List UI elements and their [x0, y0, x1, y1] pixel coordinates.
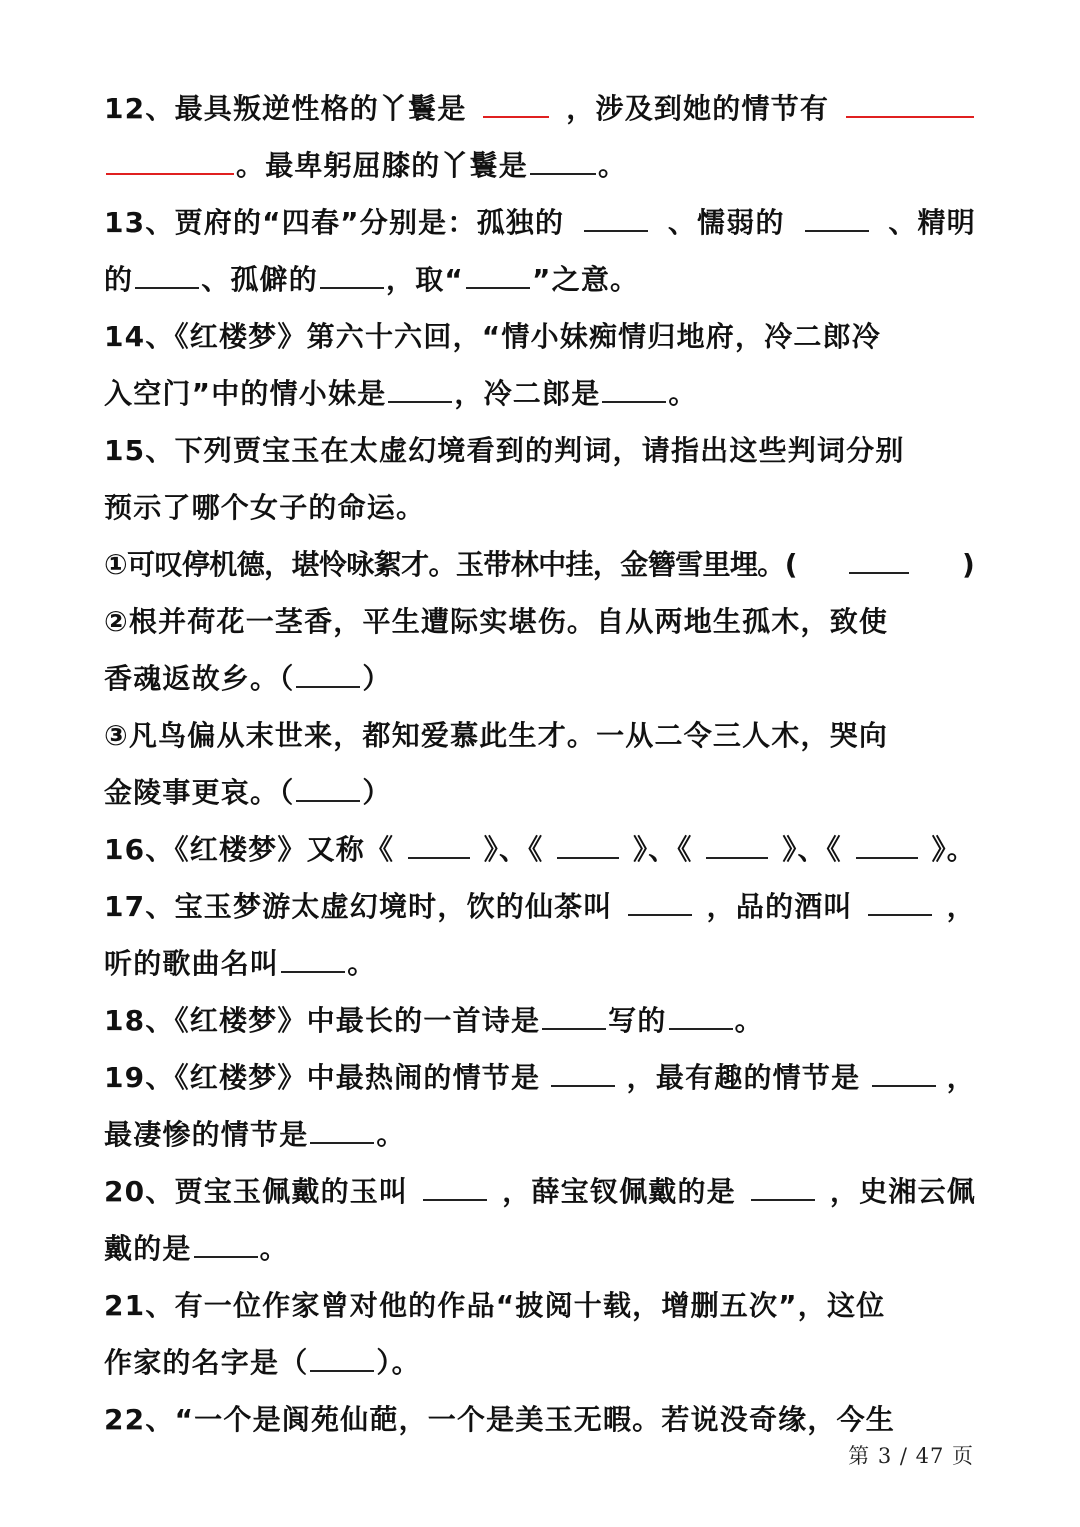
text-segment: 戴的是 [104, 1232, 192, 1265]
text-segment: 》、《 [483, 833, 544, 866]
line-4 [104, 251, 976, 308]
text-segment: 13、贾府的“四春”分别是：孤独的 [104, 206, 565, 239]
text-segment: ) [961, 548, 976, 581]
text-segment: ，冷二郎是 [454, 377, 601, 410]
text-segment: 19、《红楼梦》中最热闹的情节是 [104, 1061, 541, 1094]
line-13 [104, 764, 976, 821]
text-segment: ， [946, 1061, 976, 1094]
text-segment: ②根并荷花一茎香，平生遭际实堪伤。自从两地生孤木，致使 [104, 605, 889, 638]
line-10 [104, 593, 976, 650]
text-segment: 。 [734, 1004, 764, 1037]
text-segment: 》、《 [782, 833, 842, 866]
answer-blank[interactable] [320, 259, 384, 289]
line-18 [104, 1049, 976, 1106]
answer-blank[interactable] [483, 88, 549, 118]
answer-blank[interactable] [805, 202, 869, 232]
line-21 [104, 1220, 976, 1277]
text-segment: 。 [668, 377, 698, 410]
text-segment: 22、“一个是阆苑仙葩，一个是美玉无暇。若说没奇缘，今生 [104, 1403, 895, 1436]
text-segment: 作家的名字是（ [104, 1346, 309, 1379]
line-7 [104, 422, 976, 479]
text-segment: 》、《 [633, 833, 693, 866]
text-segment: ①可叹停机德，堪怜咏絮才。玉带林中挂，金簪雪里埋。( [104, 548, 797, 581]
text-segment: 。 [347, 947, 377, 980]
text-segment: 、懦弱的 [667, 206, 785, 239]
answer-blank[interactable] [408, 829, 470, 859]
text-segment: 预示了哪个女子的命运。 [104, 491, 426, 524]
answer-blank[interactable] [296, 772, 360, 802]
answer-blank[interactable] [466, 259, 530, 289]
line-11 [104, 650, 976, 707]
answer-blank[interactable] [584, 202, 648, 232]
answer-blank[interactable] [310, 1342, 374, 1372]
line-20 [104, 1163, 976, 1220]
text-segment: 入空门”中的情小妹是 [104, 377, 387, 410]
text-segment: ， [946, 890, 976, 923]
answer-blank[interactable] [628, 886, 692, 916]
answer-blank[interactable] [423, 1171, 487, 1201]
text-segment: ） [362, 662, 392, 695]
text-segment: ，史湘云佩 [829, 1175, 976, 1208]
answer-blank[interactable] [868, 886, 932, 916]
answer-blank[interactable] [135, 259, 199, 289]
line-3 [104, 194, 976, 251]
answer-blank[interactable] [194, 1228, 258, 1258]
text-segment: 香魂返故乡。（ [104, 662, 295, 695]
text-segment: 最凄惨的情节是 [104, 1118, 309, 1151]
answer-blank[interactable] [388, 373, 452, 403]
line-12 [104, 707, 976, 764]
answer-blank[interactable] [669, 1000, 733, 1030]
text-segment: 。 [376, 1118, 406, 1151]
line-6 [104, 365, 976, 422]
text-segment: 12、最具叛逆性格的丫鬟是 [104, 92, 467, 125]
answer-blank[interactable] [856, 829, 918, 859]
text-segment: 听的歌曲名叫 [104, 947, 280, 980]
answer-blank[interactable] [542, 1000, 606, 1030]
text-segment: ，最有趣的情节是 [626, 1061, 861, 1094]
text-segment: 17、宝玉梦游太虚幻境时，饮的仙茶叫 [104, 890, 613, 923]
line-5 [104, 308, 976, 365]
line-17 [104, 992, 976, 1049]
answer-blank[interactable] [846, 88, 974, 118]
line-8 [104, 479, 976, 536]
answer-blank[interactable] [281, 943, 345, 973]
line-2 [104, 137, 976, 194]
text-segment: ，薛宝钗佩戴的是 [502, 1175, 736, 1208]
text-segment: 》。 [931, 833, 976, 866]
line-24 [104, 1391, 976, 1448]
text-segment: 。 [598, 149, 628, 182]
text-segment: 的 [104, 263, 134, 296]
line-22 [104, 1277, 976, 1334]
text-segment: 。 [259, 1232, 289, 1265]
answer-blank[interactable] [849, 544, 909, 574]
text-segment: ，涉及到她的情节有 [566, 92, 830, 125]
answer-blank[interactable] [751, 1171, 815, 1201]
text-segment: ”之意。 [532, 263, 640, 296]
line-9 [104, 536, 976, 593]
answer-blank[interactable] [310, 1114, 374, 1144]
text-segment: 、精明 [888, 206, 976, 239]
answer-blank[interactable] [551, 1057, 615, 1087]
answer-blank[interactable] [602, 373, 666, 403]
text-segment: 18、《红楼梦》中最长的一首诗是 [104, 1004, 541, 1037]
text-segment: 14、《红楼梦》第六十六回，“情小妹痴情归地府，冷二郎冷 [104, 320, 881, 353]
line-19 [104, 1106, 976, 1163]
answer-blank[interactable] [872, 1057, 936, 1087]
line-23 [104, 1334, 976, 1391]
text-segment: 、孤僻的 [201, 263, 319, 296]
text-segment: 21、有一位作家曾对他的作品“披阅十载，增删五次”，这位 [104, 1289, 886, 1322]
text-segment: 。最卑躬屈膝的丫鬟是 [236, 149, 529, 182]
answer-blank[interactable] [296, 658, 360, 688]
line-15 [104, 878, 976, 935]
answer-blank[interactable] [530, 145, 596, 175]
text-segment: ，取“ [386, 263, 465, 296]
answer-blank[interactable] [106, 145, 234, 175]
answer-blank[interactable] [706, 829, 768, 859]
text-segment: ） [362, 776, 392, 809]
text-segment: 金陵事更哀。（ [104, 776, 295, 809]
text-segment: ③凡鸟偏从末世来，都知爱慕此生才。一从二令三人木，哭向 [104, 719, 889, 752]
text-segment: 写的 [608, 1004, 667, 1037]
answer-blank[interactable] [557, 829, 619, 859]
text-segment: ，品的酒叫 [706, 890, 853, 923]
line-16 [104, 935, 976, 992]
text-segment: 20、贾宝玉佩戴的玉叫 [104, 1175, 409, 1208]
text-segment: 16、《红楼梦》又称《 [104, 833, 395, 866]
text-segment: 15、下列贾宝玉在太虚幻境看到的判词，请指出这些判词分别 [104, 434, 905, 467]
question-body [104, 80, 976, 1448]
line-14 [104, 821, 976, 878]
page-number: 第 3 / 47 页 [848, 1444, 974, 1468]
text-segment: ）。 [376, 1346, 421, 1379]
line-1 [104, 80, 976, 137]
